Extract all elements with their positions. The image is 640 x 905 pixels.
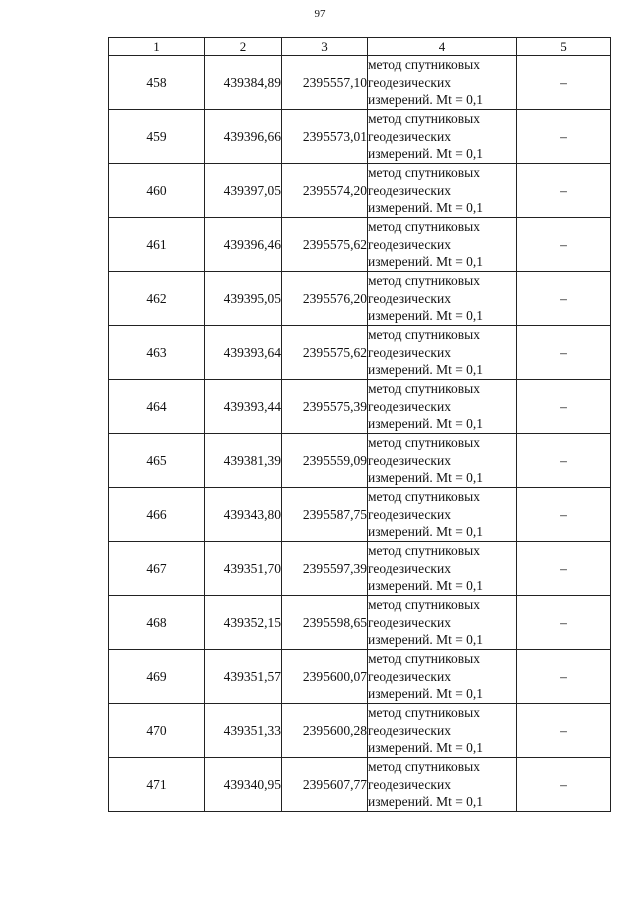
table-row [109, 272, 611, 326]
method-text-line: геодезических [368, 74, 451, 90]
method-cell [368, 218, 517, 272]
y-coordinate-cell: 2395600,07 [282, 650, 368, 704]
method-cell [368, 704, 517, 758]
y-coordinate-cell: 2395598,65 [282, 596, 368, 650]
method-text-line: измерений. Mt = 0,1 [368, 92, 484, 108]
method-text-line: метод спутниковых [368, 489, 480, 505]
method-text-line: геодезических [368, 722, 451, 738]
x-coordinate-cell: 439351,57 [205, 650, 282, 704]
point-number-cell: 463 [109, 326, 205, 380]
method-text-line: геодезических [368, 128, 451, 144]
x-coordinate-cell: 439381,39 [205, 434, 282, 488]
note-cell: – [517, 164, 611, 218]
table-row [109, 218, 611, 272]
x-coordinate-cell: 439396,46 [205, 218, 282, 272]
method-text-line: измерений. Mt = 0,1 [368, 740, 484, 756]
table-row [109, 758, 611, 812]
method-cell [368, 434, 517, 488]
note-cell: – [517, 272, 611, 326]
x-coordinate-cell: 439352,15 [205, 596, 282, 650]
column-header-2: 2 [205, 38, 282, 56]
note-cell: – [517, 56, 611, 110]
column-header-4: 4 [368, 38, 517, 56]
note-cell: – [517, 542, 611, 596]
method-text-line: метод спутниковых [368, 435, 480, 451]
point-number-cell: 469 [109, 650, 205, 704]
method-cell [368, 542, 517, 596]
method-text-line: измерений. Mt = 0,1 [368, 470, 484, 486]
x-coordinate-cell: 439397,05 [205, 164, 282, 218]
table-row [109, 650, 611, 704]
table-row [109, 434, 611, 488]
method-text-line: геодезических [368, 668, 451, 684]
y-coordinate-cell: 2395574,20 [282, 164, 368, 218]
note-cell: – [517, 488, 611, 542]
y-coordinate-cell: 2395573,01 [282, 110, 368, 164]
method-text-line: геодезических [368, 182, 451, 198]
point-number-cell: 465 [109, 434, 205, 488]
point-number-cell: 467 [109, 542, 205, 596]
point-number-cell: 468 [109, 596, 205, 650]
x-coordinate-cell: 439340,95 [205, 758, 282, 812]
page-number: 97 [314, 8, 326, 20]
y-coordinate-cell: 2395587,75 [282, 488, 368, 542]
point-number-cell: 464 [109, 380, 205, 434]
table-row [109, 326, 611, 380]
method-cell [368, 272, 517, 326]
method-cell [368, 650, 517, 704]
y-coordinate-cell: 2395607,77 [282, 758, 368, 812]
method-text-line: геодезических [368, 776, 451, 792]
x-coordinate-cell: 439393,44 [205, 380, 282, 434]
method-text-line: измерений. Mt = 0,1 [368, 362, 484, 378]
method-text-line: измерений. Mt = 0,1 [368, 308, 484, 324]
method-text-line: метод спутниковых [368, 381, 480, 397]
method-cell [368, 488, 517, 542]
method-text-line: измерений. Mt = 0,1 [368, 200, 484, 216]
method-text-line: измерений. Mt = 0,1 [368, 632, 484, 648]
y-coordinate-cell: 2395575,62 [282, 326, 368, 380]
method-text-line: метод спутниковых [368, 165, 480, 181]
point-number-cell: 471 [109, 758, 205, 812]
method-text-line: метод спутниковых [368, 543, 480, 559]
x-coordinate-cell: 439351,70 [205, 542, 282, 596]
method-cell [368, 56, 517, 110]
method-text-line: геодезических [368, 344, 451, 360]
method-text-line: измерений. Mt = 0,1 [368, 578, 484, 594]
method-text-line: метод спутниковых [368, 111, 480, 127]
method-text-line: метод спутниковых [368, 651, 480, 667]
table-row [109, 56, 611, 110]
x-coordinate-cell: 439384,89 [205, 56, 282, 110]
method-text-line: метод спутниковых [368, 759, 480, 775]
table-row [109, 380, 611, 434]
note-cell: – [517, 704, 611, 758]
x-coordinate-cell: 439395,05 [205, 272, 282, 326]
note-cell: – [517, 110, 611, 164]
method-cell [368, 758, 517, 812]
note-cell: – [517, 218, 611, 272]
point-number-cell: 466 [109, 488, 205, 542]
y-coordinate-cell: 2395576,20 [282, 272, 368, 326]
point-number-cell: 459 [109, 110, 205, 164]
point-number-cell: 470 [109, 704, 205, 758]
method-text-line: метод спутниковых [368, 273, 480, 289]
note-cell: – [517, 650, 611, 704]
point-number-cell: 461 [109, 218, 205, 272]
note-cell: – [517, 596, 611, 650]
point-number-cell: 458 [109, 56, 205, 110]
y-coordinate-cell: 2395557,10 [282, 56, 368, 110]
method-text-line: геодезических [368, 452, 451, 468]
method-text-line: метод спутниковых [368, 57, 480, 73]
y-coordinate-cell: 2395575,39 [282, 380, 368, 434]
method-text-line: метод спутниковых [368, 597, 480, 613]
note-cell: – [517, 380, 611, 434]
note-cell: – [517, 326, 611, 380]
method-text-line: геодезических [368, 560, 451, 576]
note-cell: – [517, 758, 611, 812]
method-text-line: метод спутниковых [368, 219, 480, 235]
x-coordinate-cell: 439396,66 [205, 110, 282, 164]
point-number-cell: 460 [109, 164, 205, 218]
method-cell [368, 164, 517, 218]
method-text-line: измерений. Mt = 0,1 [368, 416, 484, 432]
method-text-line: геодезических [368, 614, 451, 630]
y-coordinate-cell: 2395600,28 [282, 704, 368, 758]
method-text-line: геодезических [368, 290, 451, 306]
point-number-cell: 462 [109, 272, 205, 326]
method-cell [368, 380, 517, 434]
y-coordinate-cell: 2395597,39 [282, 542, 368, 596]
method-text-line: геодезических [368, 398, 451, 414]
table-row [109, 488, 611, 542]
method-text-line: метод спутниковых [368, 705, 480, 721]
method-text-line: геодезических [368, 236, 451, 252]
table-header-row [109, 38, 611, 56]
x-coordinate-cell: 439351,33 [205, 704, 282, 758]
method-cell [368, 596, 517, 650]
note-cell: – [517, 434, 611, 488]
method-text-line: измерений. Mt = 0,1 [368, 686, 484, 702]
column-header-1: 1 [109, 38, 205, 56]
method-cell [368, 326, 517, 380]
coordinates-table [108, 37, 611, 812]
y-coordinate-cell: 2395559,09 [282, 434, 368, 488]
column-header-5: 5 [517, 38, 611, 56]
y-coordinate-cell: 2395575,62 [282, 218, 368, 272]
table-row [109, 110, 611, 164]
table-row [109, 596, 611, 650]
method-cell [368, 110, 517, 164]
table-row [109, 164, 611, 218]
x-coordinate-cell: 439393,64 [205, 326, 282, 380]
method-text-line: измерений. Mt = 0,1 [368, 794, 484, 810]
table-row [109, 542, 611, 596]
method-text-line: измерений. Mt = 0,1 [368, 524, 484, 540]
x-coordinate-cell: 439343,80 [205, 488, 282, 542]
method-text-line: измерений. Mt = 0,1 [368, 254, 484, 270]
column-header-3: 3 [282, 38, 368, 56]
table-row [109, 704, 611, 758]
method-text-line: геодезических [368, 506, 451, 522]
method-text-line: метод спутниковых [368, 327, 480, 343]
method-text-line: измерений. Mt = 0,1 [368, 146, 484, 162]
